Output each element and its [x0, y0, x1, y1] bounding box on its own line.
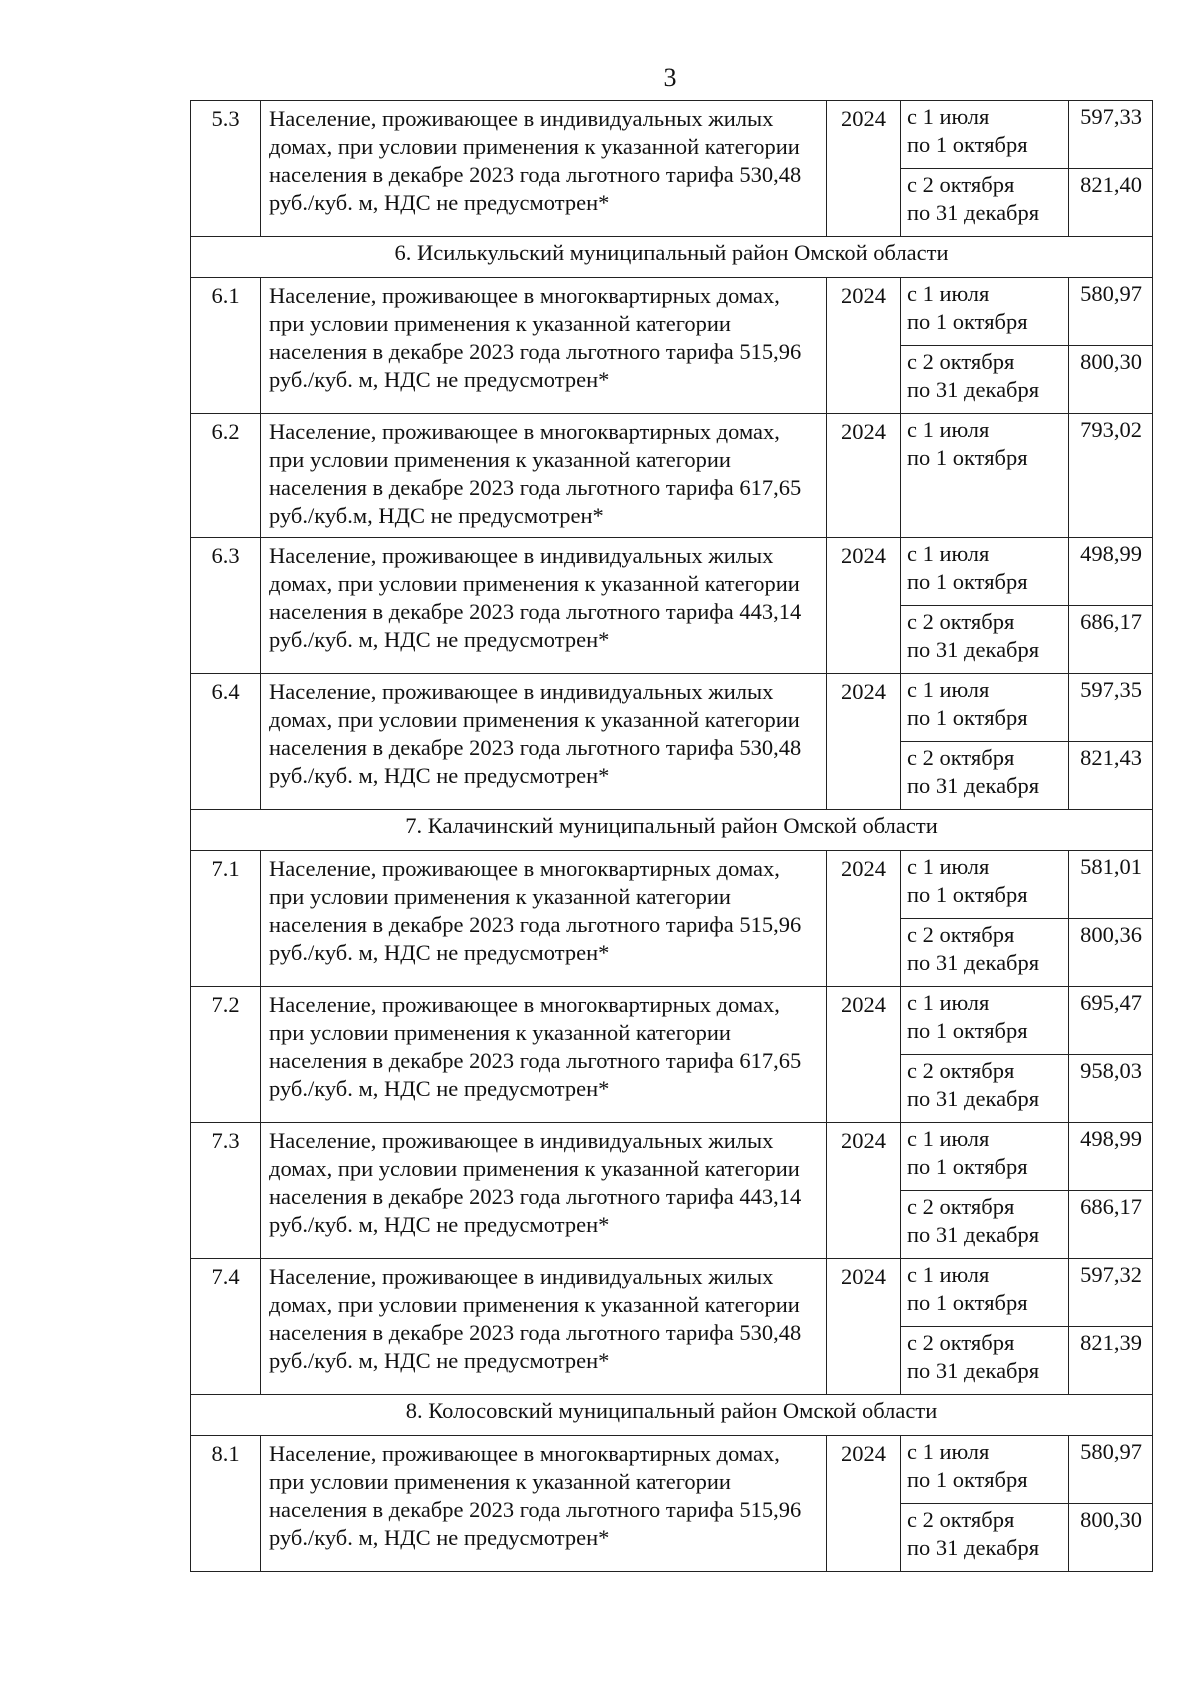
- period-from: с 2 октября: [907, 609, 1015, 634]
- period-cell: [901, 1123, 1069, 1191]
- table-row: [191, 1436, 1153, 1504]
- period-cell: [901, 346, 1069, 414]
- period-cell: [901, 1259, 1069, 1327]
- tariff-value: 821,39: [1069, 1327, 1153, 1395]
- period-to: по 1 октября: [907, 445, 1028, 470]
- section-header-row: [191, 810, 1153, 851]
- period-to: по 31 декабря: [907, 637, 1040, 662]
- item-year: 2024: [827, 851, 901, 987]
- period-from: с 1 июля: [907, 541, 990, 566]
- period-to: по 31 декабря: [907, 200, 1040, 225]
- tariff-table: [190, 100, 1153, 1572]
- period-cell: [901, 742, 1069, 810]
- tariff-value: 597,35: [1069, 674, 1153, 742]
- period-from: с 2 октября: [907, 1058, 1015, 1083]
- item-number: 6.3: [191, 538, 261, 674]
- tariff-value: 958,03: [1069, 1055, 1153, 1123]
- page-number: 3: [663, 63, 677, 92]
- item-year: 2024: [827, 674, 901, 810]
- period-from: с 1 июля: [907, 281, 990, 306]
- item-number: 6.2: [191, 414, 261, 538]
- period-to: по 1 октября: [907, 882, 1028, 907]
- item-year: 2024: [827, 414, 901, 538]
- tariff-value: 686,17: [1069, 1191, 1153, 1259]
- table-row: [191, 1123, 1153, 1191]
- tariff-value: 597,33: [1069, 101, 1153, 169]
- period-cell: [901, 851, 1069, 919]
- period-from: с 2 октября: [907, 172, 1015, 197]
- period-cell: [901, 538, 1069, 606]
- period-cell: [901, 674, 1069, 742]
- period-from: с 2 октября: [907, 745, 1015, 770]
- tariff-value: 800,36: [1069, 919, 1153, 987]
- item-year: 2024: [827, 1436, 901, 1572]
- item-year: 2024: [827, 987, 901, 1123]
- item-number: 5.3: [191, 101, 261, 237]
- item-year: 2024: [827, 1259, 901, 1395]
- tariff-value: 800,30: [1069, 1504, 1153, 1572]
- period-to: по 1 октября: [907, 1290, 1028, 1315]
- tariff-value: 821,43: [1069, 742, 1153, 810]
- period-from: с 2 октября: [907, 1194, 1015, 1219]
- item-year: 2024: [827, 538, 901, 674]
- period-cell: [901, 919, 1069, 987]
- item-number: 7.4: [191, 1259, 261, 1395]
- item-description: Население, проживающее в многоквартирных домах, при условии применения к указанной категории населения в декабре 2023 года льготного тарифа 617,65 руб./куб. м, НДС не предусмотрен*: [261, 987, 827, 1123]
- tariff-value: 498,99: [1069, 1123, 1153, 1191]
- table-row: [191, 851, 1153, 919]
- item-description: Население, проживающее в индивидуальных жилых домах, при условии применения к указанной категории населения в декабре 2023 года льготного тарифа 530,48 руб./куб. м, НДС не предусмотрен*: [261, 101, 827, 237]
- period-cell: [901, 1436, 1069, 1504]
- period-from: с 2 октября: [907, 349, 1015, 374]
- period-cell: [901, 278, 1069, 346]
- item-number: 6.4: [191, 674, 261, 810]
- table-row: [191, 1259, 1153, 1327]
- period-cell: [901, 1191, 1069, 1259]
- tariff-value: 686,17: [1069, 606, 1153, 674]
- period-to: по 31 декабря: [907, 377, 1040, 402]
- period-to: по 31 декабря: [907, 773, 1040, 798]
- item-description: Население, проживающее в индивидуальных жилых домах, при условии применения к указанной категории населения в декабре 2023 года льготного тарифа 530,48 руб./куб. м, НДС не предусмотрен*: [261, 674, 827, 810]
- period-from: с 1 июля: [907, 990, 990, 1015]
- table-row: [191, 987, 1153, 1055]
- period-to: по 1 октября: [907, 1467, 1028, 1492]
- item-number: 8.1: [191, 1436, 261, 1572]
- item-number: 6.1: [191, 278, 261, 414]
- period-from: с 1 июля: [907, 854, 990, 879]
- period-cell: [901, 414, 1069, 538]
- tariff-value: 800,30: [1069, 346, 1153, 414]
- tariff-value: 581,01: [1069, 851, 1153, 919]
- period-from: с 1 июля: [907, 417, 990, 442]
- item-year: 2024: [827, 278, 901, 414]
- period-to: по 31 декабря: [907, 1358, 1040, 1383]
- period-from: с 2 октября: [907, 1507, 1015, 1532]
- period-from: с 1 июля: [907, 104, 990, 129]
- period-cell: [901, 1327, 1069, 1395]
- period-to: по 1 октября: [907, 132, 1028, 157]
- period-to: по 31 декабря: [907, 1086, 1040, 1111]
- section-header-row: [191, 1395, 1153, 1436]
- table-row: [191, 538, 1153, 606]
- period-cell: [901, 606, 1069, 674]
- period-to: по 31 декабря: [907, 950, 1040, 975]
- period-to: по 1 октября: [907, 309, 1028, 334]
- item-year: 2024: [827, 101, 901, 237]
- tariff-value: 580,97: [1069, 278, 1153, 346]
- section-title: 7. Калачинский муниципальный район Омской области: [191, 810, 1153, 851]
- period-from: с 1 июля: [907, 1262, 990, 1287]
- tariff-value: 793,02: [1069, 414, 1153, 538]
- item-description: Население, проживающее в индивидуальных жилых домах, при условии применения к указанной категории населения в декабре 2023 года льготного тарифа 443,14 руб./куб. м, НДС не предусмотрен*: [261, 538, 827, 674]
- period-cell: [901, 987, 1069, 1055]
- table-row: [191, 674, 1153, 742]
- tariff-value: 597,32: [1069, 1259, 1153, 1327]
- tariff-value: 695,47: [1069, 987, 1153, 1055]
- item-description: Население, проживающее в многоквартирных домах, при условии применения к указанной категории населения в декабре 2023 года льготного тарифа 617,65 руб./куб.м, НДС не предусмотрен*: [261, 414, 827, 538]
- item-description: Население, проживающее в многоквартирных домах, при условии применения к указанной категории населения в декабре 2023 года льготного тарифа 515,96 руб./куб. м, НДС не предусмотрен*: [261, 278, 827, 414]
- tariff-value: 580,97: [1069, 1436, 1153, 1504]
- period-from: с 1 июля: [907, 1439, 990, 1464]
- tariff-value: 498,99: [1069, 538, 1153, 606]
- period-cell: [901, 169, 1069, 237]
- period-cell: [901, 1504, 1069, 1572]
- period-from: с 1 июля: [907, 677, 990, 702]
- period-to: по 1 октября: [907, 1018, 1028, 1043]
- item-description: Население, проживающее в многоквартирных домах, при условии применения к указанной категории населения в декабре 2023 года льготного тарифа 515,96 руб./куб. м, НДС не предусмотрен*: [261, 851, 827, 987]
- period-from: с 1 июля: [907, 1126, 990, 1151]
- item-description: Население, проживающее в индивидуальных жилых домах, при условии применения к указанной категории населения в декабре 2023 года льготного тарифа 530,48 руб./куб. м, НДС не предусмотрен*: [261, 1259, 827, 1395]
- item-description: Население, проживающее в индивидуальных жилых домах, при условии применения к указанной категории населения в декабре 2023 года льготного тарифа 443,14 руб./куб. м, НДС не предусмотрен*: [261, 1123, 827, 1259]
- period-from: с 2 октября: [907, 922, 1015, 947]
- period-to: по 1 октября: [907, 705, 1028, 730]
- table-row: [191, 414, 1153, 538]
- item-number: 7.3: [191, 1123, 261, 1259]
- item-description: Население, проживающее в многоквартирных домах, при условии применения к указанной категории населения в декабре 2023 года льготного тарифа 515,96 руб./куб. м, НДС не предусмотрен*: [261, 1436, 827, 1572]
- period-cell: [901, 101, 1069, 169]
- section-title: 6. Исилькульский муниципальный район Омской области: [191, 237, 1153, 278]
- period-to: по 1 октября: [907, 1154, 1028, 1179]
- period-to: по 31 декабря: [907, 1535, 1040, 1560]
- section-title: 8. Колосовский муниципальный район Омской области: [191, 1395, 1153, 1436]
- tariff-table-body: [191, 101, 1153, 1572]
- tariff-value: 821,40: [1069, 169, 1153, 237]
- section-header-row: [191, 237, 1153, 278]
- table-row: [191, 278, 1153, 346]
- period-cell: [901, 1055, 1069, 1123]
- item-number: 7.1: [191, 851, 261, 987]
- period-from: с 2 октября: [907, 1330, 1015, 1355]
- item-year: 2024: [827, 1123, 901, 1259]
- period-to: по 1 октября: [907, 569, 1028, 594]
- table-row: [191, 101, 1153, 169]
- item-number: 7.2: [191, 987, 261, 1123]
- period-to: по 31 декабря: [907, 1222, 1040, 1247]
